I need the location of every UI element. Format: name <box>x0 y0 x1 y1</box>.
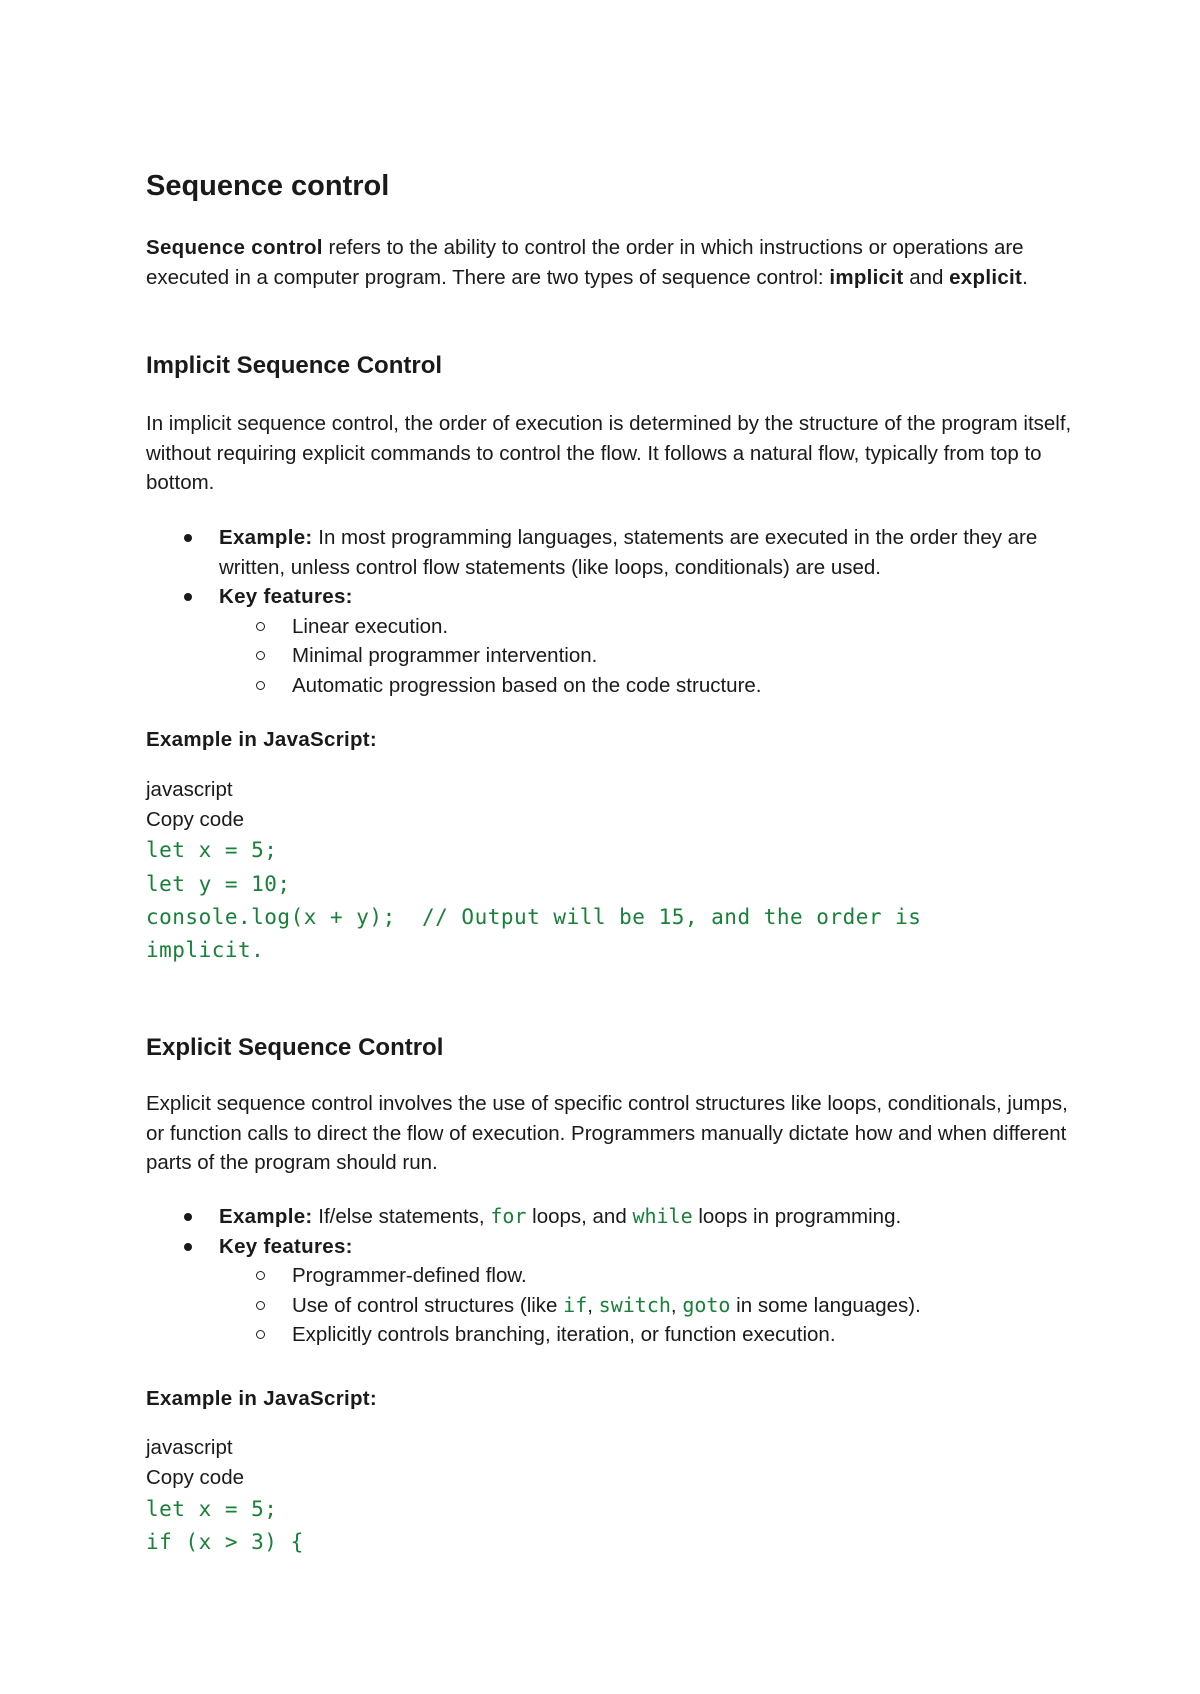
keyword-for: for <box>490 1204 527 1228</box>
implicit-heading: Implicit Sequence Control <box>146 352 443 379</box>
intro-implicit: implicit <box>829 265 904 289</box>
feature-text: Use of control structures (like <box>292 1293 564 1317</box>
bullet-circle-icon <box>256 681 265 690</box>
explicit-bullet-list <box>146 1202 1076 1350</box>
list-item <box>146 1291 1076 1321</box>
bullet-dot-icon <box>184 1213 192 1221</box>
list-item <box>146 582 1076 612</box>
code-line: implicit. <box>146 938 265 962</box>
features-label: Key features: <box>219 585 353 608</box>
list-item <box>146 1202 1076 1232</box>
keyword-switch: switch <box>598 1292 671 1317</box>
example-text: If/else statements, <box>312 1205 491 1228</box>
example-text: loops, and <box>526 1205 633 1228</box>
explicit-paragraph: Explicit sequence control involves the use of specific control structures like loops, conditionals, jumps, or function calls to direct the flow of execution. Programmers manually dictate how and when different parts of the program should run. <box>146 1092 1068 1174</box>
bullet-dot-icon <box>184 534 192 542</box>
implicit-code-heading: Example in JavaScript: <box>146 728 378 751</box>
explicit-code-language: javascript <box>146 1436 233 1459</box>
example-label: Example: <box>219 526 313 549</box>
list-item <box>146 671 1076 701</box>
bullet-dot-icon <box>184 1243 192 1251</box>
list-item <box>146 1261 1076 1291</box>
feature-text: Automatic progression based on the code structure. <box>292 673 762 697</box>
feature-text: , <box>670 1293 683 1317</box>
keyword-if: if <box>563 1292 588 1317</box>
implicit-copy-code[interactable]: Copy code <box>146 808 245 831</box>
keyword-goto: goto <box>682 1292 731 1317</box>
keyword-while: while <box>632 1204 693 1228</box>
features-label: Key features: <box>219 1234 353 1258</box>
bullet-circle-icon <box>256 651 265 660</box>
feature-text: Minimal programmer intervention. <box>292 644 598 667</box>
code-line: if (x > 3) { <box>146 1530 304 1554</box>
list-item <box>146 612 1076 642</box>
intro-end: . <box>1022 265 1028 289</box>
list-item <box>146 1232 1076 1262</box>
implicit-code-language: javascript <box>146 778 233 801</box>
implicit-bullet-list <box>146 523 1076 700</box>
implicit-paragraph: In implicit sequence control, the order of execution is determined by the structure of the program itself, without requiring explicit commands to control the flow. It follows a natural flow, typically from top to bottom. <box>146 412 1072 494</box>
intro-and: and <box>903 265 950 289</box>
explicit-copy-code[interactable]: Copy code <box>146 1466 245 1489</box>
code-line: console.log(x + y); // Output will be 15, and the order is <box>146 905 922 929</box>
list-item <box>146 523 1076 582</box>
feature-text: in some languages). <box>730 1293 921 1317</box>
example-text: In most programming languages, statements are executed in the order they are written, unless control flow statements (like loops, conditionals) are used. <box>219 526 1038 579</box>
explicit-heading: Explicit Sequence Control <box>146 1034 444 1061</box>
example-label: Example: <box>219 1205 313 1228</box>
explicit-code-heading: Example in JavaScript: <box>146 1387 378 1410</box>
bullet-dot-icon <box>184 593 192 601</box>
feature-text: Linear execution. <box>292 614 449 638</box>
list-item <box>146 1320 1076 1350</box>
feature-text: Explicitly controls branching, iteration, or function execution. <box>292 1323 836 1346</box>
bullet-circle-icon <box>256 622 265 631</box>
bullet-circle-icon <box>256 1271 265 1280</box>
code-line: let x = 5; <box>146 1497 278 1521</box>
example-text: loops in programming. <box>692 1205 902 1228</box>
bullet-circle-icon <box>256 1301 265 1310</box>
code-line: let x = 5; <box>146 838 278 862</box>
intro-explicit: explicit <box>949 265 1023 289</box>
code-line: let y = 10; <box>146 872 291 896</box>
feature-text: Programmer-defined flow. <box>292 1264 527 1287</box>
list-item <box>146 641 1076 671</box>
bullet-circle-icon <box>256 1330 265 1339</box>
page-title: Sequence control <box>146 170 390 202</box>
intro-text: refers to the ability to control the order in which instructions or operations are executed in a computer program. There are two types of sequence control: <box>146 236 1024 289</box>
intro-term: Sequence control <box>146 236 323 259</box>
feature-text: , <box>587 1293 599 1317</box>
intro-paragraph <box>146 233 1076 292</box>
